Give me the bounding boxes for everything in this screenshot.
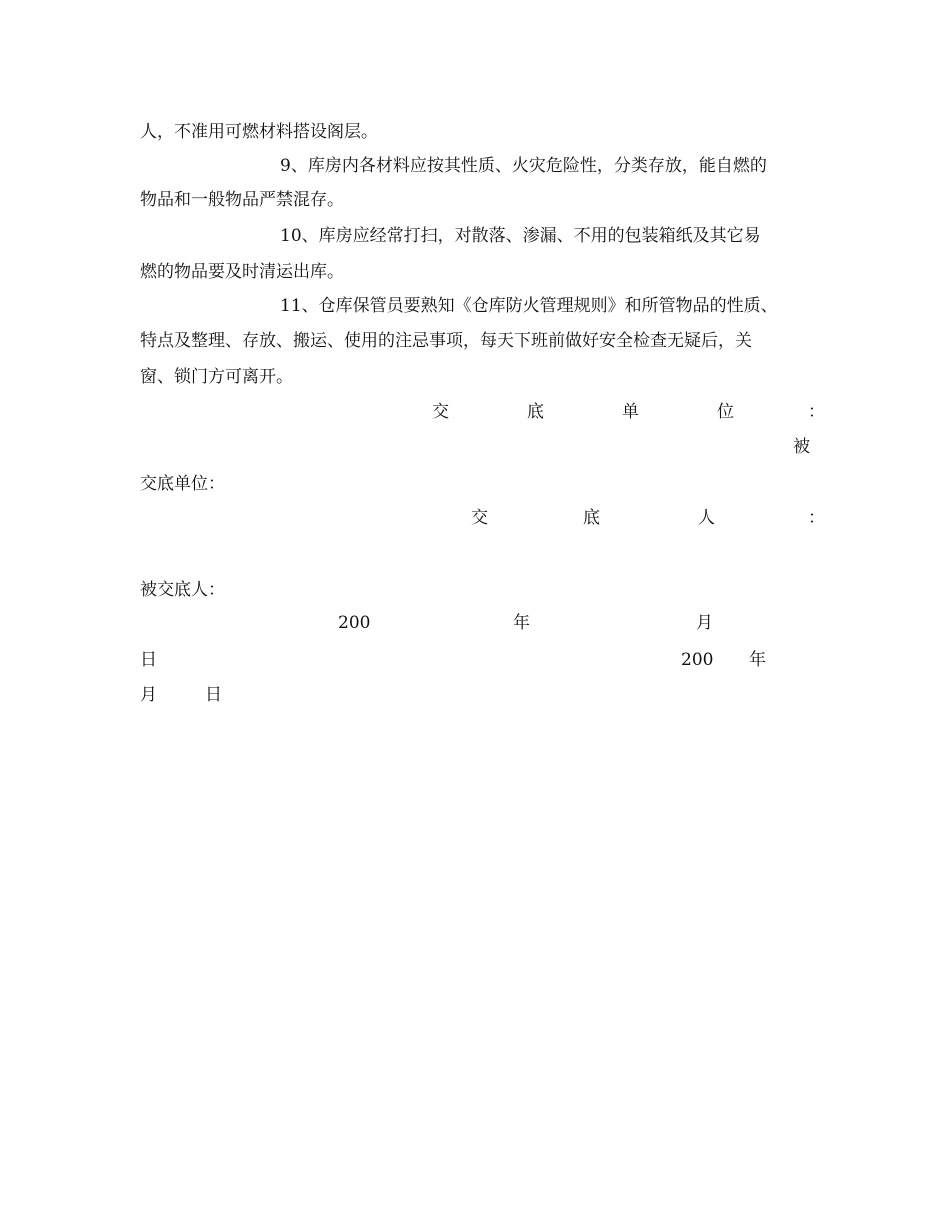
paragraph-line: 11、仓库保管员要熟知《仓库防火管理规则》和所管物品的性质、 bbox=[280, 296, 778, 316]
date-month: 月 bbox=[696, 613, 713, 633]
signature-unit-char: ： bbox=[808, 402, 825, 422]
receiving-unit-label: 交底单位： bbox=[140, 474, 225, 494]
paragraph-line: 窗、锁门方可离开。 bbox=[140, 367, 293, 387]
date-year: 年 bbox=[513, 613, 530, 633]
paragraph-line: 特点及整理、存放、搬运、使用的注忌事项，每天下班前做好安全检查无疑后，关 bbox=[140, 331, 752, 351]
signature-person-char: 人 bbox=[698, 508, 715, 528]
paragraph-line: 燃的物品要及时清运出库。 bbox=[140, 262, 344, 282]
signature-unit-char: 单 bbox=[622, 402, 639, 422]
signature-person-char: ： bbox=[808, 508, 825, 528]
paragraph-line: 10、库房应经常打扫，对散落、渗漏、不用的包装箱纸及其它易 bbox=[280, 226, 761, 246]
date-year-number: 200 bbox=[338, 613, 371, 633]
signature-unit-char: 交 bbox=[432, 402, 449, 422]
signature-person-char: 底 bbox=[583, 508, 600, 528]
receiving-person-label: 被交底人： bbox=[140, 580, 225, 600]
signature-person-char: 交 bbox=[471, 508, 488, 528]
date-year-number: 200 bbox=[681, 650, 714, 670]
date-month: 月 bbox=[140, 685, 157, 705]
date-day: 日 bbox=[205, 685, 222, 705]
paragraph-line: 9、库房内各材料应按其性质、火灾危险性，分类存放，能自燃的 bbox=[280, 156, 767, 176]
date-year: 年 bbox=[749, 650, 766, 670]
paragraph-line: 物品和一般物品严禁混存。 bbox=[140, 190, 344, 210]
signature-bei: 被 bbox=[793, 437, 810, 457]
signature-unit-char: 位 bbox=[717, 402, 734, 422]
signature-unit-char: 底 bbox=[527, 402, 544, 422]
paragraph-line: 人，不准用可燃材料搭设阁层。 bbox=[140, 122, 378, 142]
date-day: 日 bbox=[140, 650, 157, 670]
